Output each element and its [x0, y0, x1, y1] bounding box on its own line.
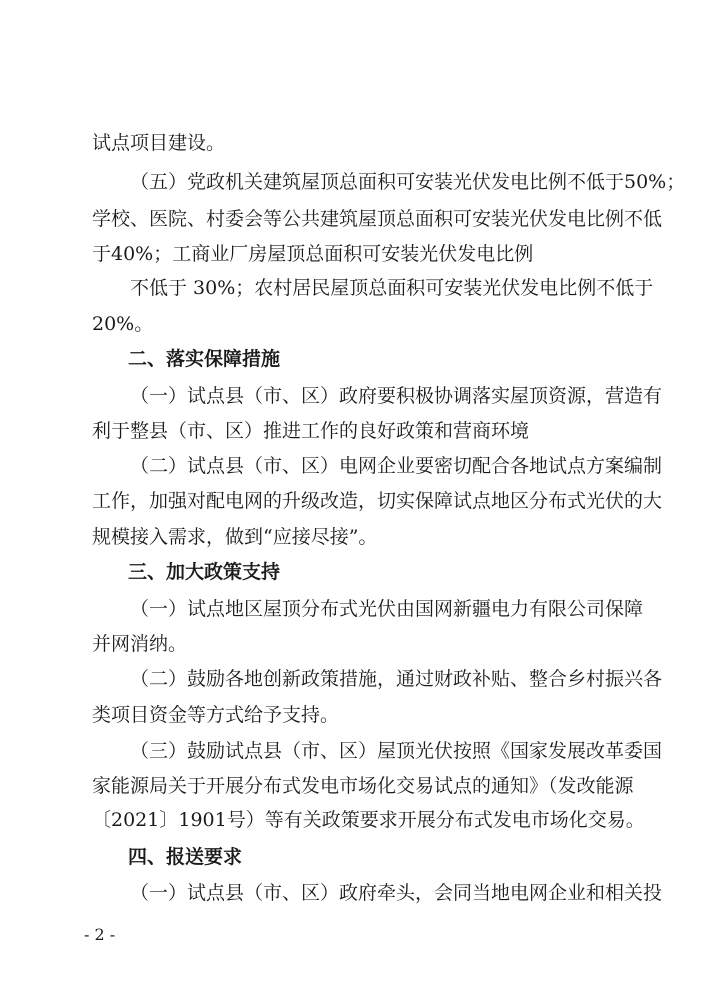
text-line: （三）鼓励试点县（市、区）屋顶光伏按照《国家发展改革委国	[130, 740, 663, 762]
text-line: （一）试点县（市、区）政府牵头，会同当地电网企业和相关投	[130, 882, 663, 904]
section-heading: 二、落实保障措施	[128, 348, 281, 370]
text-line: 规模接入需求，做到“应接尽接”。	[92, 526, 378, 548]
text-line: （一）试点县（市、区）政府要积极协调落实屋顶资源，营造有	[130, 385, 663, 407]
text-line: 类项目资金等方式给予支持。	[92, 704, 340, 726]
section-heading: 四、报送要求	[128, 846, 243, 868]
text-line: 家能源局关于开展分布式发电市场化交易试点的通知》（发改能源	[92, 775, 634, 797]
text-line: （二）试点县（市、区）电网企业要密切配合各地试点方案编制	[130, 455, 663, 477]
text-line: 于40%；工商业厂房屋顶总面积可安装光伏发电比例	[92, 243, 534, 265]
text-line: （二）鼓励各地创新政策措施，通过财政补贴、整合乡村振兴各	[130, 668, 663, 690]
text-line: 并网消纳。	[92, 633, 188, 655]
text-line: 〔2021〕1901号）等有关政策要求开展分布式发电市场化交易。	[92, 809, 645, 831]
section-heading: 三、加大政策支持	[128, 561, 281, 583]
text-line: 工作，加强对配电网的升级改造，切实保障试点地区分布式光伏的大	[92, 490, 663, 512]
page-number: - 2 -	[84, 925, 116, 944]
text-line: （一）试点地区屋顶分布式光伏由国网新疆电力有限公司保障	[130, 598, 644, 620]
text-line: 利于整县（市、区）推进工作的良好政策和营商环境	[92, 420, 530, 442]
text-line: 学校、医院、村委会等公共建筑屋顶总面积可安装光伏发电比例不低	[92, 208, 663, 230]
text-line: （五）党政机关建筑屋顶总面积可安装光伏发电比例不低于50%；	[130, 171, 686, 193]
text-line: 试点项目建设。	[92, 132, 226, 154]
text-line: 不低于 30%；农村居民屋顶总面积可安装光伏发电比例不低于	[130, 277, 654, 299]
text-line: 20%。	[92, 313, 154, 335]
